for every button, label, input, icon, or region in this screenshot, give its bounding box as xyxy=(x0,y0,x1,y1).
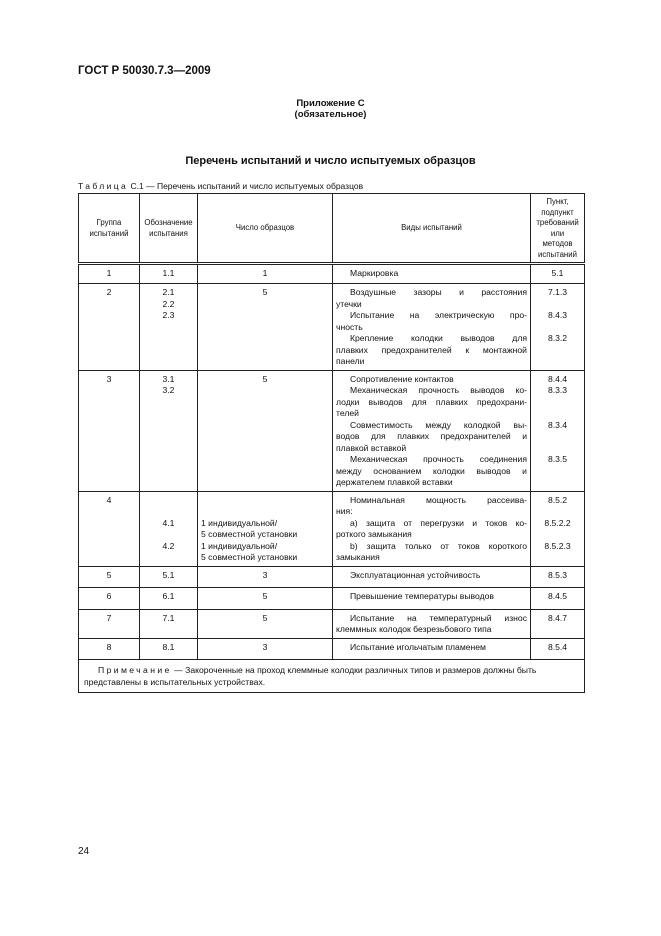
tests-cell: Сопротивление контактов Механическая прочность выводов ко- лодки выводов для плавких предохрани- телей Совместимость между колодкой вы- водов для плавких предохранителей и плавкой вставкой Механическая прочность соединения между основанием колодки выводов и держателем плавкой вставки xyxy=(333,370,531,491)
group-cell: 5 xyxy=(79,566,140,587)
ref-cell: 8.5.2 8.5.2.2 8.5.2.3 xyxy=(531,491,585,566)
code-cell: 6.1 xyxy=(140,587,198,609)
count-cell: 5 xyxy=(198,609,333,638)
annex-header xyxy=(0,98,661,120)
tests-table xyxy=(78,193,585,693)
tests-cell: Превышение температуры выводов xyxy=(333,587,531,609)
header-ref: Пункт, подпункт требований или методов испытаний xyxy=(531,194,585,264)
code-cell: 2.1 2.2 2.3 xyxy=(140,284,198,371)
note-text: — Закороченные на проход клеммные колодки различных типов и размеров должны быть представлены в испытательных устройствах. xyxy=(84,664,537,687)
table-row xyxy=(79,284,585,371)
count-cell: 5 xyxy=(198,284,333,371)
page-number: 24 xyxy=(78,846,90,857)
group-cell: 2 xyxy=(79,284,140,371)
tests-cell: Номинальная мощность рассеива- ния: а) защита от перегрузки и токов ко- роткого замыкания b) защита только от токов короткого замыкания xyxy=(333,491,531,566)
count-cell: 5 xyxy=(198,370,333,491)
header-count: Число образцов xyxy=(198,194,333,264)
table-row xyxy=(79,638,585,659)
note-prefix: Примечание xyxy=(98,664,172,675)
tests-cell: Воздушные зазоры и расстояния утечки Испытание на электрическую про- чность Крепление колодки выводов для плавких предохранителей к монтажной панели xyxy=(333,284,531,371)
table-row xyxy=(79,264,585,284)
table-header xyxy=(79,194,585,264)
table-row xyxy=(79,370,585,491)
ref-cell: 8.5.4 xyxy=(531,638,585,659)
code-cell: 8.1 xyxy=(140,638,198,659)
header-tests: Виды испытаний xyxy=(333,194,531,264)
count-cell: 1 индивидуальной/ 5 совместной установки 1 индивидуальной/ 5 совместной установки xyxy=(198,491,333,566)
code-cell: 3.1 3.2 xyxy=(140,370,198,491)
group-cell: 6 xyxy=(79,587,140,609)
tests-cell: Эксплуатационная устойчивость xyxy=(333,566,531,587)
code-cell: 7.1 xyxy=(140,609,198,638)
count-cell: 5 xyxy=(198,587,333,609)
standard-number: ГОСТ Р 50030.7.3—2009 xyxy=(78,65,211,77)
table-row xyxy=(79,566,585,587)
header-group: Группа испытаний xyxy=(79,194,140,264)
group-cell: 3 xyxy=(79,370,140,491)
ref-cell: 8.4.5 xyxy=(531,587,585,609)
table-row xyxy=(79,587,585,609)
code-cell: 4.1 4.2 xyxy=(140,491,198,566)
count-cell: 1 xyxy=(198,264,333,284)
caption-text: С.1 — Перечень испытаний и число испытуемых образцов xyxy=(130,181,364,191)
count-cell: 3 xyxy=(198,638,333,659)
annex-title: Приложение С xyxy=(296,98,365,109)
group-cell: 7 xyxy=(79,609,140,638)
tests-cell: Маркировка xyxy=(333,264,531,284)
caption-prefix: Таблица xyxy=(78,181,129,191)
group-cell: 8 xyxy=(79,638,140,659)
ref-cell: 5.1 xyxy=(531,264,585,284)
count-cell: 3 xyxy=(198,566,333,587)
annex-status: (обязательное) xyxy=(294,109,367,120)
table-note xyxy=(79,659,585,692)
ref-cell: 8.4.7 xyxy=(531,609,585,638)
ref-cell: 8.4.4 8.3.3 8.3.4 8.3.5 xyxy=(531,370,585,491)
tests-cell: Испытание на температурный износ клеммных колодок безрезьбового типа xyxy=(333,609,531,638)
table-row xyxy=(79,491,585,566)
ref-cell: 8.5.3 xyxy=(531,566,585,587)
group-cell: 1 xyxy=(79,264,140,284)
code-cell: 1.1 xyxy=(140,264,198,284)
group-cell: 4 xyxy=(79,491,140,566)
annex-heading: Перечень испытаний и число испытуемых образцов xyxy=(185,155,476,167)
table-row xyxy=(79,609,585,638)
table-caption xyxy=(78,181,363,191)
header-designation: Обозначение испытания xyxy=(140,194,198,264)
ref-cell: 7.1.3 8.4.3 8.3.2 xyxy=(531,284,585,371)
code-cell: 5.1 xyxy=(140,566,198,587)
tests-cell: Испытание игольчатым пламенем xyxy=(333,638,531,659)
